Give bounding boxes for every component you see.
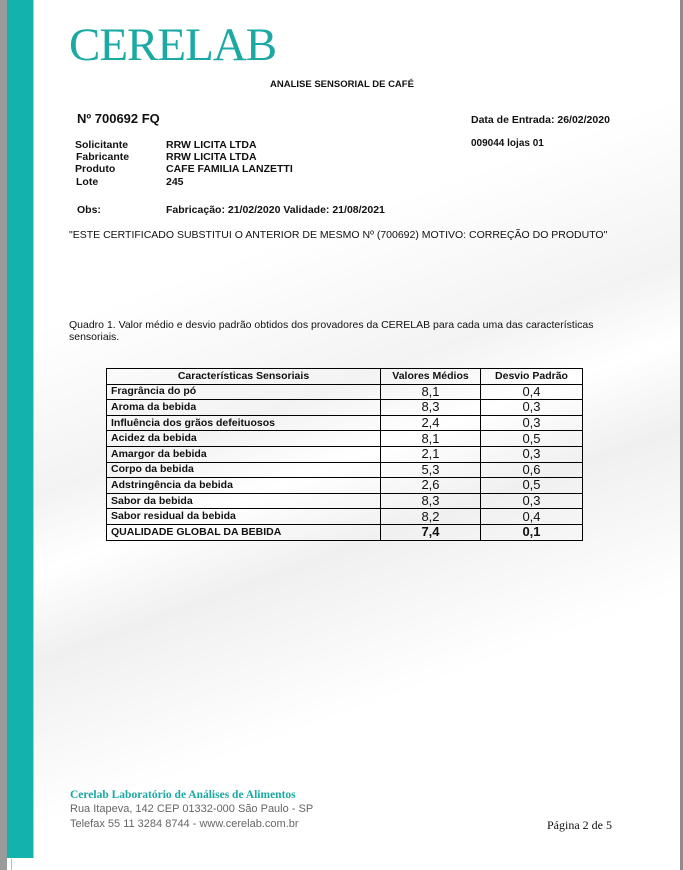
table-row <box>107 509 583 525</box>
sensory-table <box>106 368 583 541</box>
label-lote: Lote <box>76 176 99 188</box>
brand-side-bar-edge <box>33 0 34 858</box>
row-std: 0,5 <box>481 431 583 447</box>
row-mean: 8,1 <box>381 431 481 447</box>
row-label: Amargor da bebida <box>107 446 381 462</box>
table-row <box>107 478 583 494</box>
row-label: Corpo da bebida <box>107 462 381 478</box>
document-title: ANALISE SENSORIAL DE CAFÉ <box>270 79 414 90</box>
reference-code: 009044 lojas 01 <box>471 138 544 149</box>
row-label: Acidez da bebida <box>107 431 381 447</box>
row-std: 0,5 <box>481 478 583 494</box>
value-produto: CAFE FAMILIA LANZETTI <box>166 163 293 175</box>
value-obs: Fabricação: 21/02/2020 Validade: 21/08/2021 <box>166 204 385 216</box>
footer-company-name: Cerelab Laboratório de Análises de Alimentos <box>70 789 296 801</box>
row-mean: 2,1 <box>381 446 481 462</box>
row-std: 0,4 <box>481 509 583 525</box>
row-mean: 8,3 <box>381 493 481 509</box>
label-solicitante: Solicitante <box>75 139 129 151</box>
header-characteristics: Características Sensoriais <box>107 369 381 385</box>
table-row <box>107 462 583 478</box>
row-mean: 8,1 <box>381 384 481 400</box>
row-mean: 5,3 <box>381 462 481 478</box>
row-mean: 8,2 <box>381 509 481 525</box>
table-row-total <box>107 524 583 540</box>
row-label: Sabor da bebida <box>107 493 381 509</box>
row-mean: 7,4 <box>381 524 481 540</box>
window-edge <box>0 0 7 870</box>
table-row <box>107 415 583 431</box>
page-number: Página 2 de 5 <box>547 818 612 832</box>
row-mean: 2,4 <box>381 415 481 431</box>
table-row <box>107 384 583 400</box>
certificate-number: Nº 700692 FQ <box>77 111 160 126</box>
table-row <box>107 400 583 416</box>
value-lote: 245 <box>166 176 184 188</box>
row-label: QUALIDADE GLOBAL DA BEBIDA <box>107 524 381 540</box>
table-row <box>107 446 583 462</box>
header-mean-values: Valores Médios <box>381 369 481 385</box>
value-solicitante: RRW LICITA LTDA <box>166 139 257 151</box>
row-std: 0,3 <box>481 493 583 509</box>
row-label: Fragrância do pó <box>107 384 381 400</box>
footer-address: Rua Itapeva, 142 CEP 01332-000 São Paulo - SP <box>70 803 314 815</box>
page-bottom-mark <box>11 859 12 870</box>
label-fabricante: Fabricante <box>76 151 130 163</box>
cerelab-logo: CERELAB <box>69 19 277 71</box>
label-obs: Obs: <box>77 204 101 216</box>
table-caption: Quadro 1. Valor médio e desvio padrão obtidos dos provadores da CERELAB para cada uma das características sensoriais. <box>69 319 594 343</box>
header-std-dev: Desvio Padrão <box>481 369 583 385</box>
row-label: Adstringência da bebida <box>107 478 381 494</box>
replacement-notice: "ESTE CERTIFICADO SUBSTITUI O ANTERIOR DE MESMO Nº (700692) MOTIVO: CORREÇÃO DO PRODUTO" <box>69 229 608 241</box>
row-mean: 2,6 <box>381 478 481 494</box>
row-std: 0,3 <box>481 400 583 416</box>
row-std: 0,3 <box>481 415 583 431</box>
row-std: 0,1 <box>481 524 583 540</box>
row-label: Influência dos grãos defeituosos <box>107 415 381 431</box>
row-label: Sabor residual da bebida <box>107 509 381 525</box>
table-row <box>107 493 583 509</box>
value-fabricante: RRW LICITA LTDA <box>166 151 257 163</box>
row-std: 0,4 <box>481 384 583 400</box>
row-std: 0,6 <box>481 462 583 478</box>
table-header-row <box>107 369 583 385</box>
label-produto: Produto <box>75 163 116 175</box>
brand-side-bar <box>7 0 33 858</box>
row-std: 0,3 <box>481 446 583 462</box>
table-row <box>107 431 583 447</box>
entry-date: Data de Entrada: 26/02/2020 <box>471 114 610 126</box>
row-mean: 8,3 <box>381 400 481 416</box>
row-label: Aroma da bebida <box>107 400 381 416</box>
footer-contact: Telefax 55 11 3284 8744 - www.cerelab.com.br <box>70 818 299 830</box>
